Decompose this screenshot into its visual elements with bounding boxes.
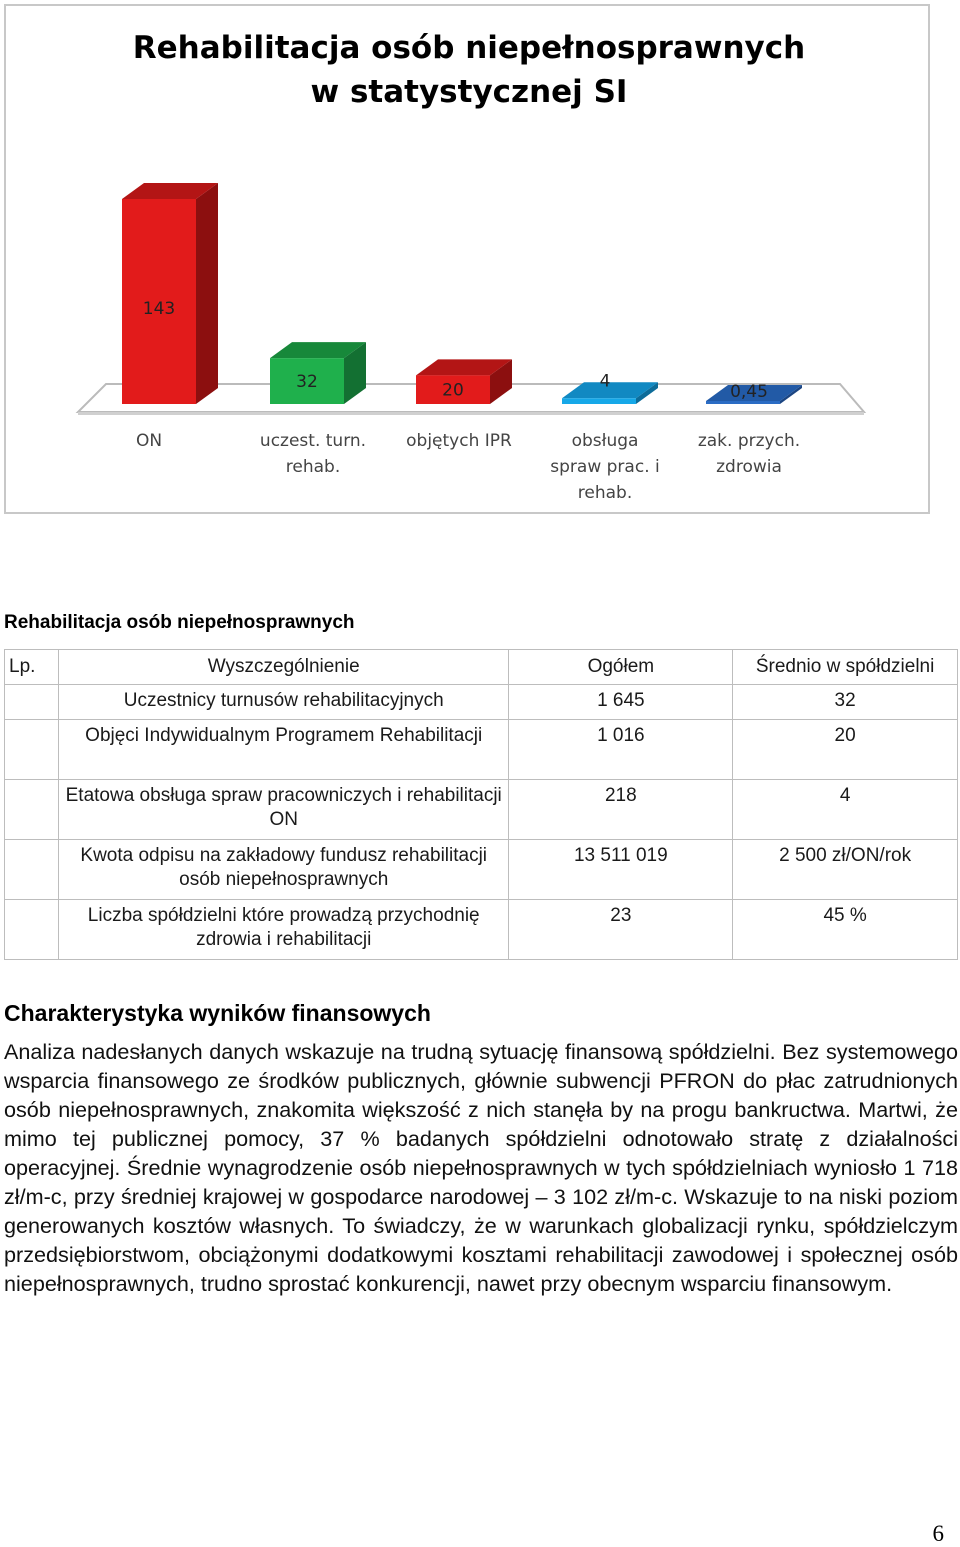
bar-front	[562, 398, 636, 404]
header-total: Ogółem	[509, 650, 733, 685]
cell-total: 23	[509, 900, 733, 960]
header-description: Wyszczególnienie	[58, 650, 509, 685]
bar-chart	[6, 6, 932, 516]
cell-description: Objęci Indywidualnym Programem Rehabilitacji	[58, 720, 509, 780]
cell-description: Liczba spółdzielni które prowadzą przychodnię zdrowia i rehabilitacji	[58, 900, 509, 960]
cell-average: 4	[733, 780, 958, 840]
table-row	[5, 780, 958, 840]
chart-floor-shadow	[78, 412, 864, 415]
section-heading: Charakterystyka wyników finansowych	[4, 1000, 431, 1026]
cell-description: Etatowa obsługa spraw pracowniczych i rehabilitacji ON	[58, 780, 509, 840]
header-lp: Lp.	[5, 650, 59, 685]
data-label: 32	[296, 372, 318, 393]
cell-total: 13 511 019	[509, 840, 733, 900]
statistics-table	[4, 649, 958, 960]
category-label: spraw prac. i	[550, 457, 660, 477]
table-row	[5, 685, 958, 720]
table-header-row	[5, 650, 958, 685]
cell-average: 32	[733, 685, 958, 720]
cell-total: 1 016	[509, 720, 733, 780]
bar-1	[122, 183, 218, 404]
header-average: Średnio w spółdzielni	[733, 650, 958, 685]
cell-total: 1 645	[509, 685, 733, 720]
cell-average: 45 %	[733, 900, 958, 960]
table-row	[5, 720, 958, 780]
cell-average: 2 500 zł/ON/rok	[733, 840, 958, 900]
category-label: uczest. turn.	[259, 431, 367, 451]
bar-side	[196, 183, 218, 404]
chart-container	[4, 4, 930, 514]
bar-2	[270, 342, 366, 404]
chart-title-line-1: Rehabilitacja osób niepełnosprawnych	[132, 30, 806, 66]
data-label: 0,45	[730, 382, 768, 402]
category-label: obsługa	[571, 431, 639, 451]
category-label: objętych IPR	[406, 431, 512, 451]
category-label: rehab.	[577, 483, 633, 503]
data-label: 20	[442, 380, 464, 401]
page-number: 6	[932, 1521, 944, 1546]
cell-lp	[5, 685, 59, 720]
cell-description: Uczestnicy turnusów rehabilitacyjnych	[58, 685, 509, 720]
chart-title-line-2: w statystycznej SI	[310, 74, 628, 110]
category-label: zdrowia	[716, 457, 782, 477]
cell-lp	[5, 780, 59, 840]
body-paragraph: Analiza nadesłanych danych wskazuje na trudną sytuację finansową spółdzielni. Bez systemowego wsparcia finansowego ze środków publicznych, głównie subwencji PFRON do płac zatrudnionych osób niepełnosprawnych, znakomita większość z nich stanęła by na progu bankructwa. Martwi, że mimo tej publicznej pomocy, 37 % badanych spółdzielni odnotowało stratę z działalności operacyjnej. Średnie wynagrodzenie osób niepełnosprawnych w tych spółdzielniach wyniosło 1 718 zł/m-c, przy średniej krajowej w gospodarce narodowej – 3 102 zł/m-c. Wskazuje to na niski poziom generowanych kosztów własnych. To świadczy, że w warunkach globalizacji rynku, spółdzielczym przedsiębiorstwom, obciążonymi dodatkowymi kosztami rehabilitacji zawodowej i społecznej osób niepełnosprawnych, trudno sprostać konkurencji, nawet przy obecnym wsparciu finansowym.	[4, 1039, 958, 1296]
cell-lp	[5, 840, 59, 900]
cell-total: 218	[509, 780, 733, 840]
table-caption: Rehabilitacja osób niepełnosprawnych	[4, 612, 355, 633]
category-label: ON	[135, 431, 163, 451]
category-label: zak. przych.	[697, 431, 801, 451]
cell-description: Kwota odpisu na zakładowy fundusz rehabilitacji osób niepełnosprawnych	[58, 840, 509, 900]
table-row	[5, 900, 958, 960]
data-label: 4	[599, 371, 611, 392]
table-row	[5, 840, 958, 900]
data-label: 143	[142, 298, 176, 319]
category-label: rehab.	[285, 457, 341, 477]
bar-3	[416, 359, 512, 404]
cell-lp	[5, 720, 59, 780]
cell-lp	[5, 900, 59, 960]
cell-average: 20	[733, 720, 958, 780]
